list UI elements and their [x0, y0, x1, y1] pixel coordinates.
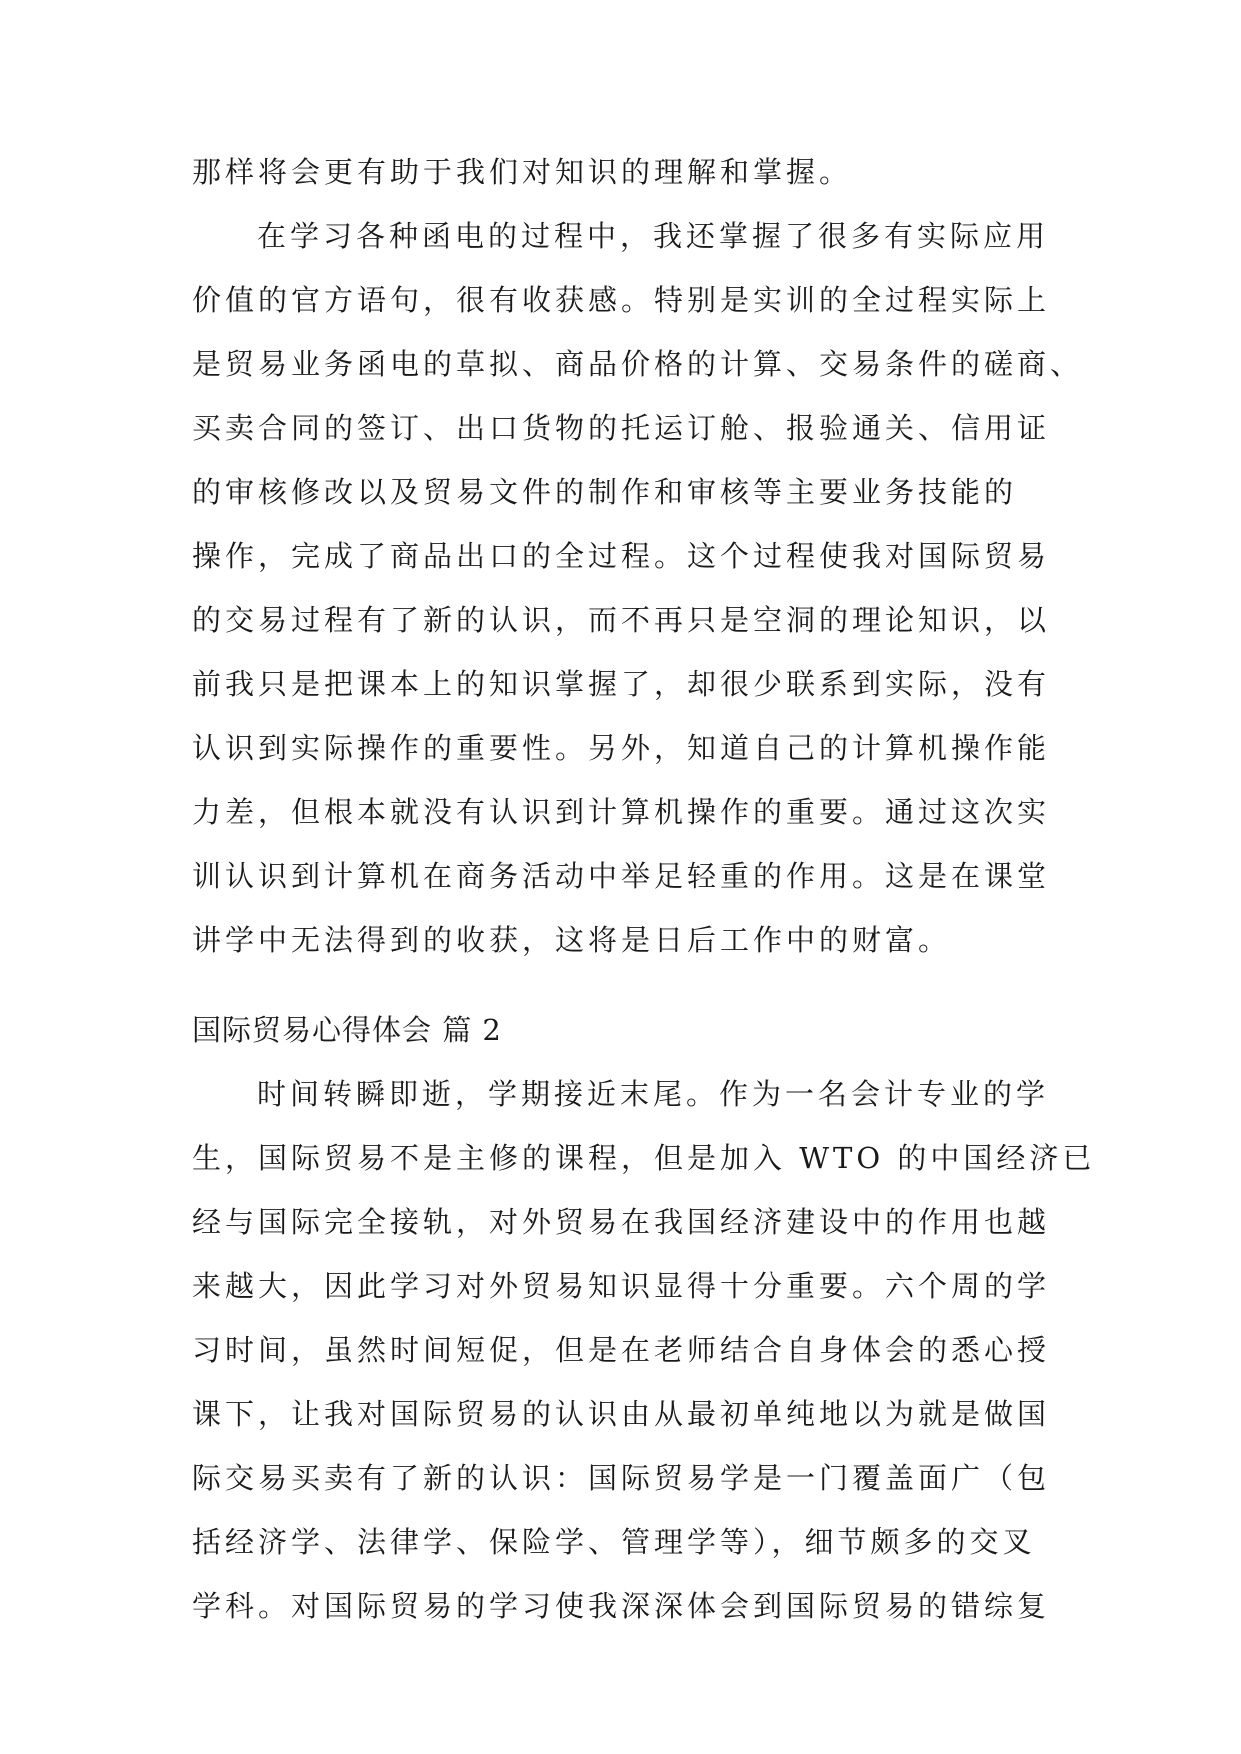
paragraph-line: 来越大，因此学习对外贸易知识显得十分重要。六个周的学 — [192, 1269, 1051, 1303]
paragraph-line: 生，国际贸易不是主修的课程，但是加入 WTO 的中国经济已 — [192, 1141, 1096, 1175]
paragraph-line: 的交易过程有了新的认识，而不再只是空洞的理论知识，以 — [192, 603, 1051, 637]
paragraph-line: 时间转瞬即逝，学期接近末尾。作为一名会计专业的学 — [257, 1077, 1050, 1111]
paragraph-line: 的审核修改以及贸易文件的制作和审核等主要业务技能的 — [192, 475, 1018, 509]
paragraph-line: 前我只是把课本上的知识掌握了，却很少联系到实际，没有 — [192, 667, 1051, 701]
paragraph-line: 际交易买卖有了新的认识：国际贸易学是一门覆盖面广（包 — [192, 1461, 1051, 1495]
paragraph-line: 讲学中无法得到的收获，这将是日后工作中的财富。 — [192, 923, 952, 957]
paragraph-line: 认识到实际操作的重要性。另外，知道自己的计算机操作能 — [192, 731, 1051, 765]
paragraph-line: 括经济学、法律学、保险学、管理学等），细节颇多的交叉 — [192, 1525, 1036, 1559]
paragraph-line: 力差，但根本就没有认识到计算机操作的重要。通过这次实 — [192, 795, 1051, 829]
paragraph-line: 训认识到计算机在商务活动中举足轻重的作用。这是在课堂 — [192, 859, 1051, 893]
paragraph-line: 操作，完成了商品出口的全过程。这个过程使我对国际贸易 — [192, 539, 1051, 573]
paragraph-line: 买卖合同的签订、出口货物的托运订舱、报验通关、信用证 — [192, 411, 1051, 445]
section-heading: 国际贸易心得体会 篇 2 — [192, 1013, 502, 1047]
paragraph-line: 经与国际完全接轨，对外贸易在我国经济建设中的作用也越 — [192, 1205, 1051, 1239]
paragraph-line: 在学习各种函电的过程中，我还掌握了很多有实际应用 — [257, 219, 1050, 253]
paragraph-line: 学科。对国际贸易的学习使我深深体会到国际贸易的错综复 — [192, 1589, 1051, 1623]
paragraph-line: 价值的官方语句，很有收获感。特别是实训的全过程实际上 — [192, 283, 1051, 317]
paragraph-line: 课下，让我对国际贸易的认识由从最初单纯地以为就是做国 — [192, 1397, 1051, 1431]
paragraph-line: 是贸易业务函电的草拟、商品价格的计算、交易条件的磋商、 — [192, 347, 1084, 381]
paragraph-line: 那样将会更有助于我们对知识的理解和掌握。 — [192, 155, 853, 189]
paragraph-line: 习时间，虽然时间短促，但是在老师结合自身体会的悉心授 — [192, 1333, 1051, 1367]
